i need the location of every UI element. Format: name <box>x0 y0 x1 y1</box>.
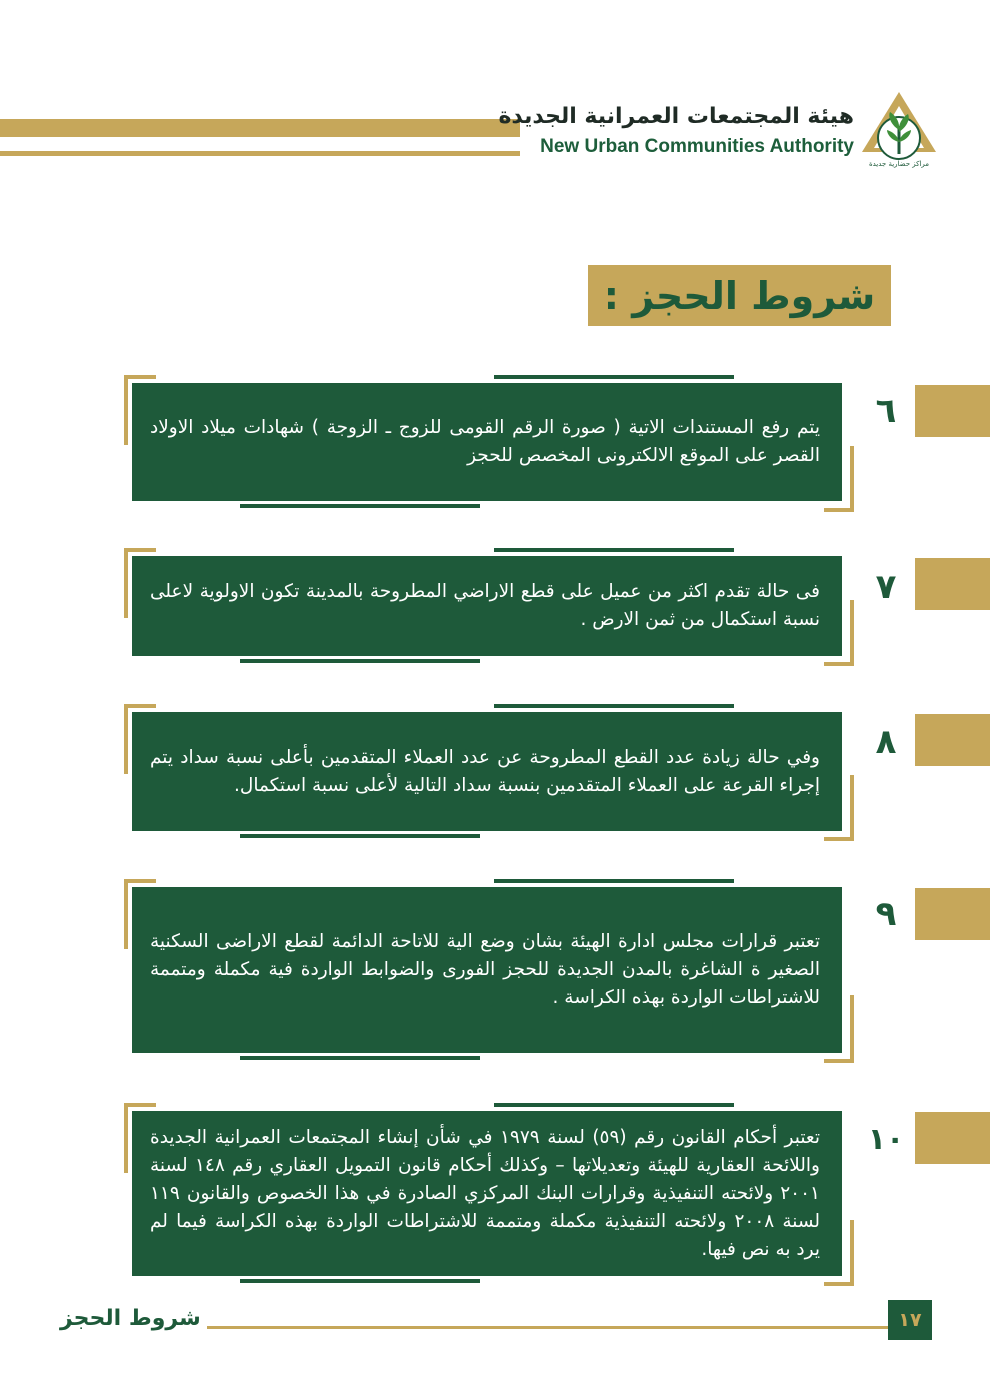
condition-text: تعتبر أحكام القانون رقم (٥٩) لسنة ١٩٧٩ في شأن إنشاء المجتمعات العمرانية الجديدة واللائحة العقارية للهيئة وتعديلاتها – وكذلك أحكام قانون التمويل العقاري رقم ١٤٨ لسنة ٢٠٠١ ولائحته التنفيذية وقرارات البنك المركزي الصادرة في هذا الخصوص والقانون ١١٩ لسنة ٢٠٠٨ ولائحته التنفيذية مكملة ومتممة للاشتراطات الواردة بهذه الكراسة فيما لم يرد به نص فيها. <box>150 1126 820 1260</box>
condition-card <box>132 383 842 501</box>
number-tab <box>915 888 990 940</box>
condition-number: ٨ <box>875 722 897 762</box>
header-gold-bar <box>0 119 520 137</box>
block-line-top <box>494 375 734 379</box>
page-number: ١٧ <box>888 1300 932 1340</box>
condition-text: فى حالة تقدم اكثر من عميل على قطع الاراضي المطروحة بالمدينة تكون الاولوية لاعلى نسبة استكمال من ثمن الارض . <box>150 581 820 630</box>
block-line-bottom <box>240 834 480 838</box>
block-line-top <box>494 1103 734 1107</box>
nuca-logo <box>860 90 938 170</box>
condition-card <box>132 712 842 831</box>
footer-gold-line <box>207 1326 890 1329</box>
block-line-bottom <box>240 1056 480 1060</box>
condition-number: ٧ <box>875 567 897 607</box>
block-line-top <box>494 704 734 708</box>
page-title: شروط الحجز : <box>588 265 891 326</box>
number-tab <box>915 1112 990 1164</box>
condition-number: ١٠ <box>867 1122 905 1157</box>
condition-card <box>132 887 842 1053</box>
header-gold-line <box>0 151 520 156</box>
condition-text: يتم رفع المستندات الاتية ( صورة الرقم القومى للزوج ـ الزوجة ) شهادات ميلاد الاولاد القصر على الموقع الالكترونى المخصص للحجز <box>150 417 820 466</box>
footer-section-title: شروط الحجز <box>60 1306 201 1331</box>
condition-text: تعتبر قرارات مجلس ادارة الهيئة بشان وضع الية للاتاحة الدائمة لقطع الاراضى السكنية الصغير ة الشاغرة بالمدن الجديدة للحجز الفورى والضوابط الواردة فية مكملة ومتممة للاشتراطات الواردة بهذه الكراسة . <box>150 931 820 1008</box>
block-line-bottom <box>240 504 480 508</box>
number-tab <box>915 714 990 766</box>
number-tab <box>915 385 990 437</box>
block-line-top <box>494 548 734 552</box>
condition-text: وفي حالة زيادة عدد القطع المطروحة عن عدد العملاء المتقدمين بأعلى نسبة سداد يتم إجراء القرعة على العملاء المتقدمين بنسبة سداد التالية لأعلى نسبة استكمال. <box>150 746 820 796</box>
org-name-english: New Urban Communities Authority <box>540 136 854 157</box>
org-name-arabic: هيئة المجتمعات العمرانية الجديدة <box>498 104 854 129</box>
condition-card <box>132 556 842 656</box>
number-tab <box>915 558 990 610</box>
logo-text: مراكز حضارية جديدة <box>868 160 930 168</box>
block-line-bottom <box>240 1279 480 1283</box>
block-line-bottom <box>240 659 480 663</box>
condition-card <box>132 1111 842 1276</box>
condition-number: ٦ <box>875 391 897 431</box>
condition-number: ٩ <box>875 894 897 934</box>
block-line-top <box>494 879 734 883</box>
